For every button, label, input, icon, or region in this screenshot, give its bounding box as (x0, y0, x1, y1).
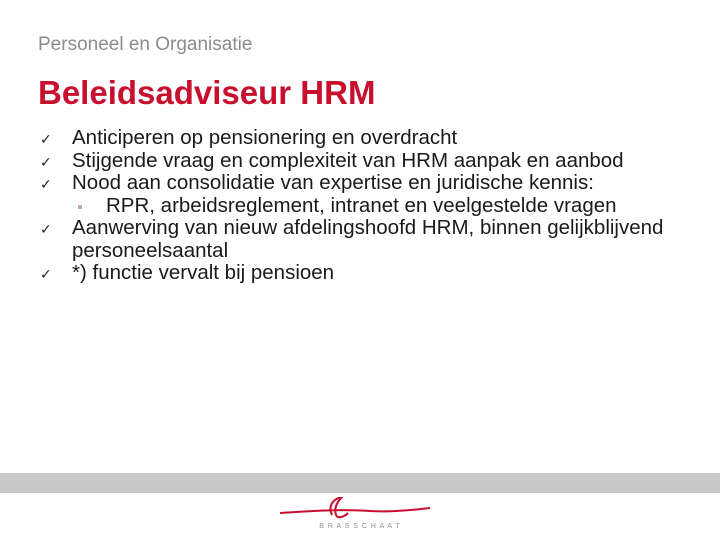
slide-title: Beleidsadviseur HRM (38, 74, 376, 111)
bullet-text: Nood aan consolidatie van expertise en juridische kennis: (72, 171, 594, 194)
section-title: Personeel en Organisatie (38, 34, 253, 55)
checkmark-icon: ✓ (40, 177, 52, 193)
checkmark-icon: ✓ (40, 222, 52, 238)
bullet-item (40, 127, 680, 150)
bullet-item (40, 217, 680, 262)
bullet-item (40, 150, 680, 173)
logo-text: B R A S S C H A A T (319, 523, 401, 530)
bullet-text: Stijgende vraag en complexiteit van HRM aanpak en aanbod (72, 148, 624, 172)
sub-bullet-list (72, 195, 680, 218)
bullet-text: *) functie vervalt bij pensioen (72, 261, 335, 284)
checkmark-icon: ✓ (40, 154, 52, 171)
brasschaat-logo (270, 497, 450, 533)
checkmark-icon: ✓ (40, 267, 52, 283)
checkmark-icon: ✓ (40, 132, 52, 148)
sub-bullet-item (72, 195, 680, 218)
bullet-item (40, 172, 680, 217)
bullet-item (40, 262, 680, 285)
bullet-list (40, 127, 680, 285)
sub-bullet-text: RPR, arbeidsreglement, intranet en veelgestelde vragen (106, 193, 617, 217)
bullet-text: Aanwerving van nieuw afdelingshoofd HRM, binnen gelijkblijvend personeelsaantal (72, 216, 664, 262)
square-bullet-icon (78, 205, 82, 209)
bullet-text: Anticiperen op pensionering en overdracht (72, 126, 458, 149)
footer-bar (0, 473, 720, 493)
